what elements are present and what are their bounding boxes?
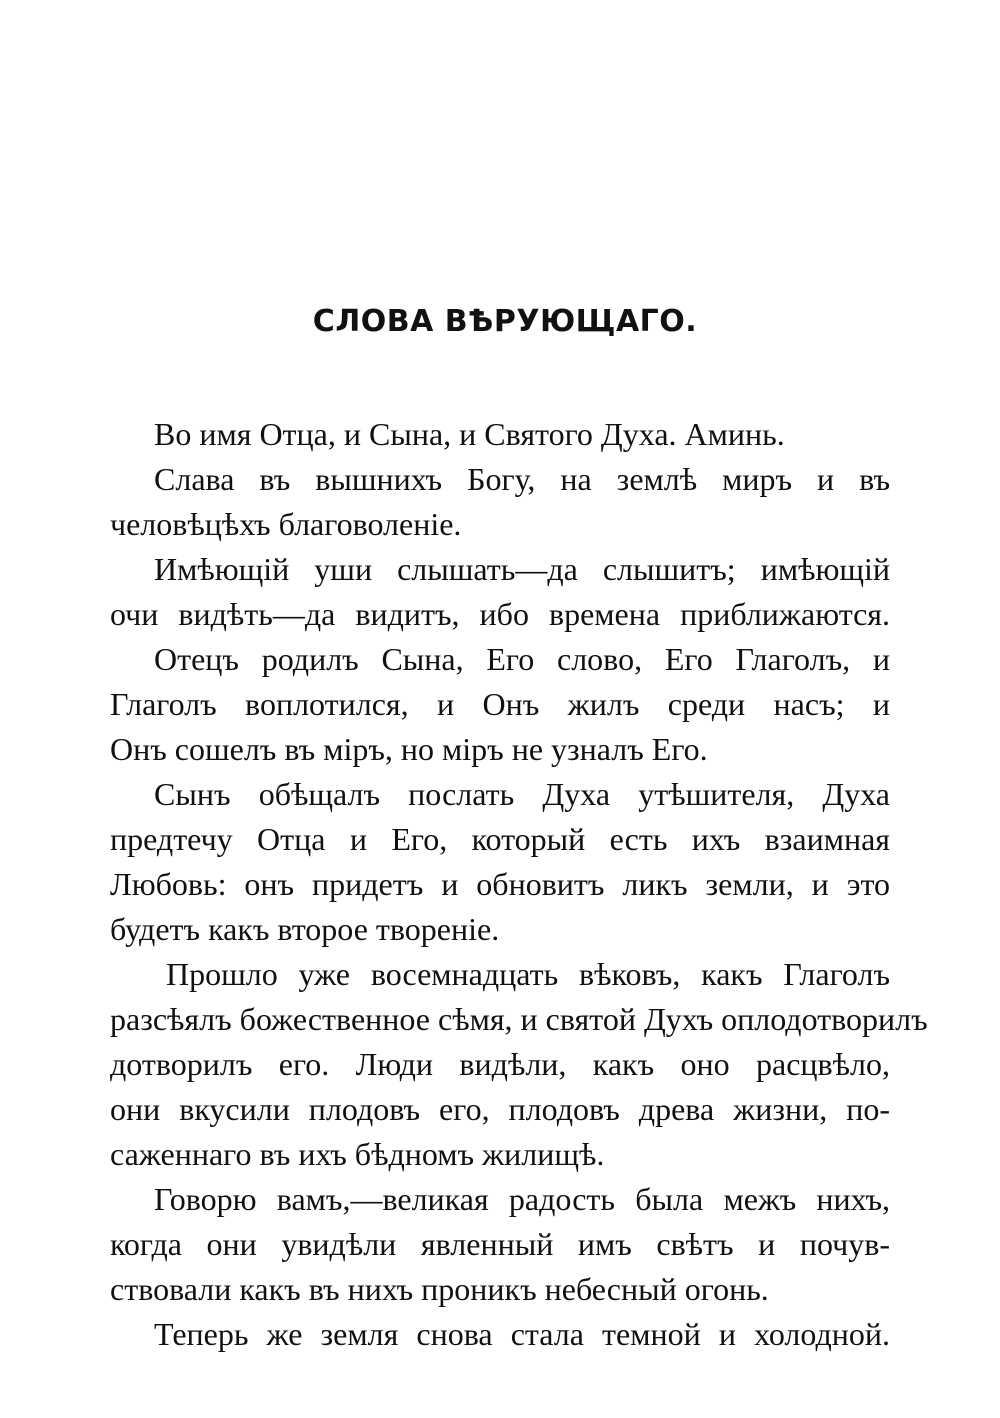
page-title: СЛОВА ВѢРУЮЩАГО. xyxy=(312,304,698,339)
paragraph-4 xyxy=(110,637,890,772)
text-line: Слава въ вышнихъ Богу, на землѣ миръ и въ xyxy=(154,461,890,497)
text-line: очи видѣть—да видитъ, ибо времена приближаются. xyxy=(110,596,890,632)
text-line: они вкусили плодовъ его, плодовъ древа жизни, по- xyxy=(110,1091,890,1127)
text-line: человѣцѣхъ благоволеніе. xyxy=(110,506,462,542)
text-line: саженнаго въ ихъ бѣдномъ жилищѣ. xyxy=(110,1136,605,1172)
paragraph-1 xyxy=(110,412,890,457)
text-line: Говорю вамъ,—великая радость была межъ нихъ, xyxy=(154,1181,890,1217)
text-line: будетъ какъ второе твореніе. xyxy=(110,911,500,947)
text-line: Во имя Отца, и Сына, и Святого Духа. Аминь. xyxy=(154,416,785,452)
paragraph-6 xyxy=(110,952,928,1177)
text-line: Прошло уже восемнадцать вѣковъ, какъ Глаголъ xyxy=(166,956,890,992)
text-line: ствовали какъ въ нихъ проникъ небесный огонь. xyxy=(110,1271,769,1307)
text-line: Онъ сошелъ въ міръ, но міръ не узналъ Его. xyxy=(110,731,708,767)
body-text xyxy=(110,412,928,1357)
text-line: Сынъ обѣщалъ послать Духа утѣшителя, Духа xyxy=(154,776,890,812)
text-line: Отецъ родилъ Сына, Его слово, Его Глаголъ, и xyxy=(154,641,890,677)
paragraph-8 xyxy=(110,1312,890,1357)
paragraph-3 xyxy=(110,547,890,637)
text-line: Имѣющій уши слышать—да слышитъ; имѣющій xyxy=(154,551,890,587)
paragraph-7 xyxy=(110,1177,890,1312)
text-line: предтечу Отца и Его, который есть ихъ взаимная xyxy=(110,821,890,857)
paragraph-5 xyxy=(110,772,890,952)
text-line: дотворилъ его. Люди видѣли, какъ оно расцвѣло, xyxy=(110,1046,890,1082)
text-line: разсѣялъ божественное сѣмя, и святой Духъ оплодотворилъ xyxy=(110,1001,928,1037)
text-line: Глаголъ воплотился, и Онъ жилъ среди насъ; и xyxy=(110,686,890,722)
paragraph-2 xyxy=(110,457,890,547)
text-line: когда они увидѣли явленный имъ свѣтъ и почув- xyxy=(110,1226,890,1262)
text-line: Любовь: онъ придетъ и обновитъ ликъ земли, и это xyxy=(110,866,890,902)
text-line: Теперь же земля снова стала темной и холодной. xyxy=(154,1316,890,1352)
